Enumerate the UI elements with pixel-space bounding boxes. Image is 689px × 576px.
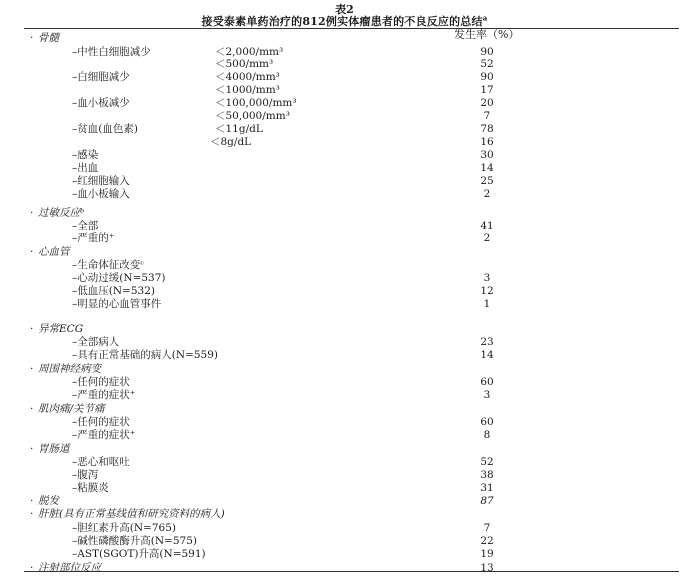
item-label: –红细胞输入: [72, 175, 130, 187]
table-row: [0, 428, 689, 442]
category-row: [0, 402, 689, 416]
incidence-value: 14: [480, 349, 494, 361]
item-label: –全部: [72, 220, 99, 232]
incidence-value: 31: [480, 482, 494, 494]
incidence-value: 3: [483, 389, 491, 401]
incidence-value: 16: [480, 136, 494, 148]
incidence-value: 7: [483, 522, 491, 534]
category-label: · 过敏反应ᵇ: [38, 206, 84, 220]
incidence-value: 60: [480, 416, 494, 428]
table-row: [0, 375, 689, 389]
table-row: [0, 161, 689, 175]
table-row: [0, 109, 689, 123]
item-label: –贫血(血色素): [72, 123, 138, 135]
threshold-label: ＜8g/dL: [210, 136, 252, 148]
incidence-value: 12: [480, 285, 494, 297]
item-label: –中性白细胞减少: [72, 46, 151, 58]
category-label: · 心血管: [38, 245, 70, 259]
item-label: –恶心和呕吐: [72, 456, 130, 468]
category-label: · 异常ECG: [38, 322, 83, 336]
item-label: –感染: [72, 149, 99, 161]
threshold-label: ＜100,000/mm³: [215, 97, 297, 109]
incidence-value: 30: [480, 149, 494, 161]
category-row: [0, 31, 689, 45]
table-row: [0, 348, 689, 362]
item-label: –粘膜炎: [72, 482, 109, 494]
table-row: [0, 415, 689, 429]
table-row: [0, 271, 689, 285]
item-label: –任何的症状: [72, 376, 130, 388]
table-row: [0, 187, 689, 201]
threshold-label: ＜500/mm³: [215, 58, 274, 70]
item-label: –任何的症状: [72, 416, 130, 428]
item-label: –全部病人: [72, 336, 120, 348]
item-label: –AST(SGOT)升高(N=591): [72, 548, 206, 560]
table-row: [0, 388, 689, 402]
incidence-value: 60: [480, 376, 494, 388]
incidence-value: 78: [480, 123, 494, 135]
incidence-value: 22: [480, 535, 494, 547]
threshold-label: ＜1000/mm³: [215, 84, 280, 96]
incidence-value: 90: [480, 46, 494, 58]
incidence-value: 19: [480, 548, 494, 560]
category-row: [0, 362, 689, 376]
table-row: [0, 83, 689, 97]
table-row: [0, 57, 689, 71]
table-bottom-rule: [24, 571, 679, 572]
category-label: · 肝脏(具有正常基线值和研究资料的病人): [38, 507, 225, 521]
table-row: [0, 96, 689, 110]
category-row: [0, 245, 689, 259]
table-title: [0, 13, 689, 29]
item-label: –血小板减少: [72, 97, 130, 109]
category-label: · 胃肠道: [38, 442, 70, 456]
table-row: [0, 547, 689, 561]
item-label: –白细胞减少: [72, 71, 130, 83]
incidence-value: 7: [483, 110, 491, 122]
category-label: · 脱发: [38, 494, 59, 508]
table-title-footnote-mark: a: [482, 13, 488, 23]
category-label: · 骨髓: [38, 31, 59, 45]
category-row: [0, 507, 689, 521]
incidence-value: 2: [483, 232, 491, 244]
incidence-value: 3: [483, 272, 491, 284]
incidence-value: 8: [483, 429, 491, 441]
table-row: [0, 468, 689, 482]
item-label: –严重的症状⁺: [72, 389, 136, 401]
item-label: –碱性磷酸酶升高(N=575): [72, 535, 197, 547]
table-title-text: 接受泰素单药治疗的812例实体瘤患者的不良反应的总结: [201, 15, 483, 28]
item-label: –严重的症状⁺: [72, 429, 136, 441]
table-row: [0, 122, 689, 136]
incidence-value: 20: [480, 97, 494, 109]
category-row: [0, 494, 689, 508]
category-row: [0, 206, 689, 220]
incidence-value: 52: [480, 456, 494, 468]
incidence-value: 14: [480, 162, 494, 174]
item-label: –胆红素升高(N=765): [72, 522, 176, 534]
incidence-value: 17: [480, 84, 494, 96]
table-row: [0, 231, 689, 245]
incidence-value: 90: [480, 71, 494, 83]
table-row: [0, 70, 689, 84]
column-header-incidence: 发生率（%）: [454, 28, 520, 41]
item-label: –生命体征改变ᶜ: [72, 259, 144, 271]
table-row: [0, 284, 689, 298]
category-label: · 肌肉痛/关节痛: [38, 402, 105, 416]
table-row: [0, 335, 689, 349]
item-label: –具有正常基础的病人(N=559): [72, 349, 218, 361]
table-row: [0, 297, 689, 311]
threshold-label: ＜50,000/mm³: [215, 110, 290, 122]
threshold-label: ＜11g/dL: [215, 123, 263, 135]
table-row: [0, 481, 689, 495]
incidence-value: 52: [480, 58, 494, 70]
table-number: 表2: [335, 3, 354, 16]
item-label: –出血: [72, 162, 99, 174]
table-row: [0, 174, 689, 188]
incidence-value: 41: [480, 220, 494, 232]
category-row: [0, 561, 689, 575]
incidence-value: 13: [480, 562, 494, 574]
incidence-value: 1: [483, 298, 491, 310]
item-label: –低血压(N=532): [72, 285, 155, 297]
item-label: –严重的⁺: [72, 232, 115, 244]
item-label: –明显的心血管事件: [72, 298, 162, 310]
incidence-value: 2: [483, 188, 491, 200]
item-label: –血小板输入: [72, 188, 130, 200]
item-label: –腹泻: [72, 469, 99, 481]
incidence-value: 25: [480, 175, 494, 187]
threshold-label: ＜2,000/mm³: [215, 46, 284, 58]
category-row: [0, 442, 689, 456]
table-top-rule: [24, 28, 679, 29]
table-row: [0, 258, 689, 272]
incidence-value: 87: [480, 495, 494, 507]
table-row: [0, 455, 689, 469]
category-label: · 注射部位反应: [38, 561, 101, 575]
threshold-label: ＜4000/mm³: [215, 71, 280, 83]
category-label: · 周围神经病变: [38, 362, 101, 376]
table-row: [0, 148, 689, 162]
table-row: [0, 534, 689, 548]
item-label: –心动过缓(N=537): [72, 272, 166, 284]
category-row: [0, 322, 689, 336]
table-row: [0, 521, 689, 535]
table-row: [0, 135, 689, 149]
incidence-value: 23: [480, 336, 494, 348]
incidence-value: 38: [480, 469, 494, 481]
